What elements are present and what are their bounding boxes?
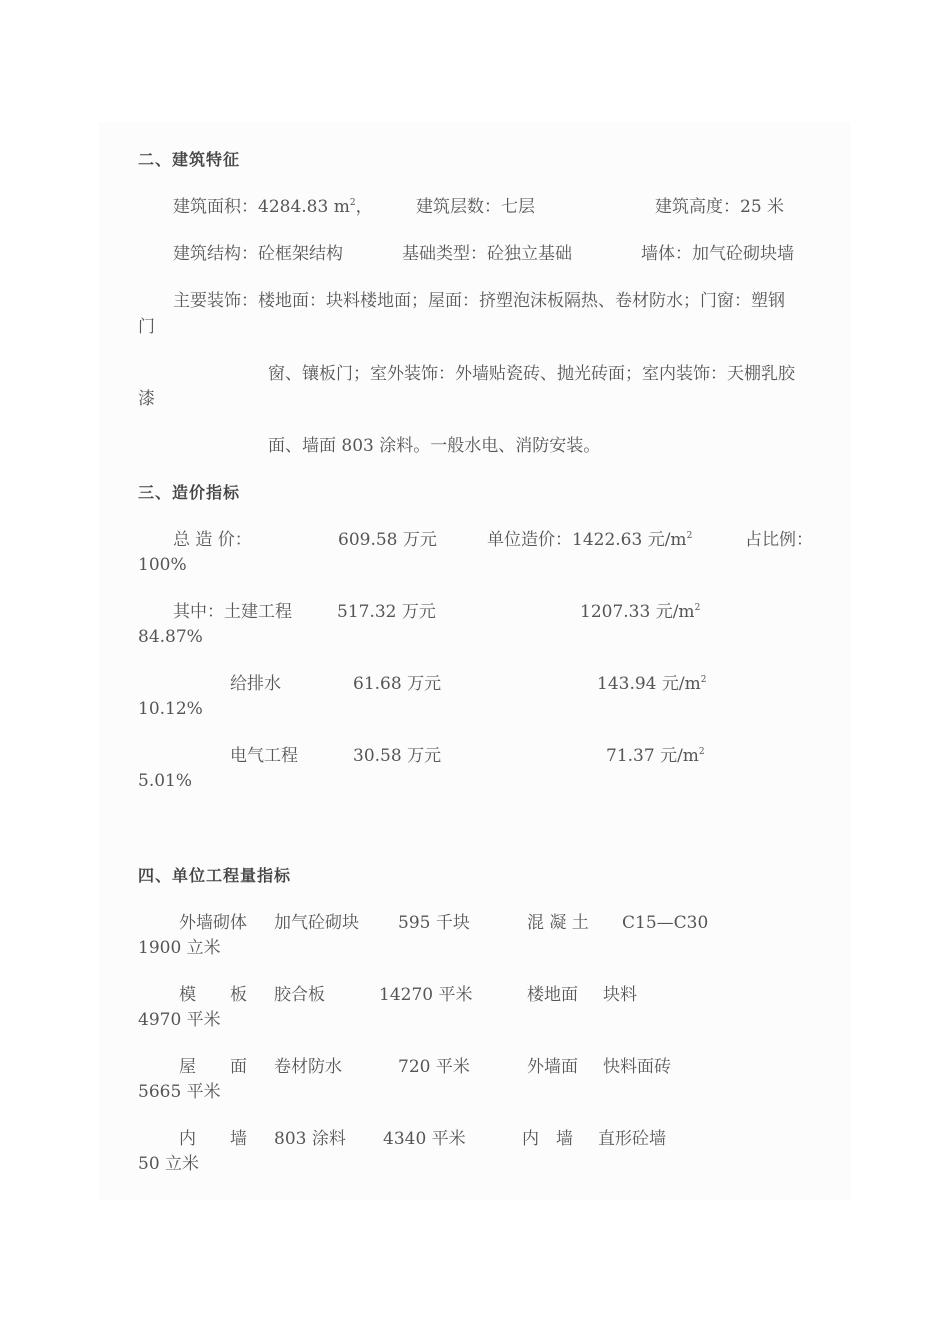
quantity-amount: 5665 平米: [138, 1082, 221, 1102]
wall-type: 墙体：加气砼砌块墙: [641, 244, 794, 264]
decoration-line-3: 面、墙面 803 涂料。一般水电、消防安装。: [268, 436, 601, 456]
building-structure: 建筑结构：砼框架结构: [173, 244, 343, 264]
section-title-cost-index: 三、造价指标: [138, 483, 241, 502]
cost-row-value: 30.58 万元: [353, 746, 442, 766]
quantity-item: 外墙面: [527, 1057, 578, 1077]
quantity-item: 内 墙: [179, 1129, 247, 1149]
quantity-item: 内 墙: [522, 1129, 573, 1149]
total-cost-value: 609.58 万元: [338, 530, 437, 550]
quantity-material: 胶合板: [274, 985, 325, 1005]
quantity-amount: 720 平米: [398, 1057, 470, 1077]
decoration-line-1: 主要装饰：楼地面：块料楼地面；屋面：挤塑泡沫板隔热、卷材防水；门窗：塑钢: [173, 291, 785, 311]
quantity-item: 外墙砌体: [179, 913, 247, 933]
unit-cost: 单位造价：1422.63 元$/m^2$: [487, 530, 693, 550]
cost-row-value: 61.68 万元: [353, 674, 442, 694]
quantity-material: C15—C30: [622, 913, 709, 933]
quantity-material: 直形砼墙: [598, 1129, 666, 1149]
cost-row-name: 给排水: [230, 674, 281, 694]
decoration-line-2-wrap: 漆: [138, 389, 155, 409]
cost-row-name: 其中：土建工程: [173, 602, 292, 622]
quantity-material: 803 涂料: [274, 1129, 346, 1149]
building-area: 建筑面积：4284.83 $m^2$，: [173, 197, 373, 217]
quantity-material: 加气砼砌块: [274, 913, 359, 933]
quantity-item: 屋 面: [179, 1057, 247, 1077]
cost-row-value: 517.32 万元: [337, 602, 436, 622]
total-cost-label: 总 造 价：: [173, 530, 252, 550]
quantity-amount: 50 立米: [138, 1154, 200, 1174]
cost-row-ratio: 10.12%: [138, 699, 203, 719]
cost-row-name: 电气工程: [230, 746, 298, 766]
quantity-material: 块料: [603, 985, 637, 1005]
quantity-material: 卷材防水: [274, 1057, 342, 1077]
decoration-line-2: 窗、镶板门；室外装饰：外墙贴瓷砖、抛光砖面；室内装饰：天棚乳胶: [268, 364, 795, 384]
decoration-line-1-wrap: 门: [138, 317, 155, 337]
ratio-label: 占比例：: [745, 530, 813, 550]
quantity-amount: 1900 立米: [138, 938, 221, 958]
total-ratio: 100%: [138, 555, 187, 575]
quantity-material: 快料面砖: [603, 1057, 671, 1077]
building-height: 建筑高度：25 米: [655, 197, 785, 217]
quantity-item: 楼地面: [527, 985, 578, 1005]
cost-row-unit: 1207.33 元$/m^2$: [580, 602, 701, 622]
building-floors: 建筑层数：七层: [416, 197, 535, 217]
cost-row-ratio: 84.87%: [138, 627, 203, 647]
section-title-quantity-index: 四、单位工程量指标: [138, 866, 292, 885]
quantity-item: 混 凝 土: [527, 913, 589, 933]
document-panel: [99, 122, 851, 1200]
foundation-type: 基础类型：砼独立基础: [402, 244, 572, 264]
quantity-amount: 595 千块: [398, 913, 470, 933]
quantity-item: 模 板: [179, 985, 247, 1005]
quantity-amount: 4340 平米: [383, 1129, 466, 1149]
cost-row-unit: 143.94 元$/m^2$: [597, 674, 707, 694]
quantity-amount: 4970 平米: [138, 1010, 221, 1030]
cost-row-ratio: 5.01%: [138, 771, 193, 791]
section-title-building-features: 二、建筑特征: [138, 150, 241, 169]
quantity-amount: 14270 平米: [379, 985, 473, 1005]
cost-row-unit: 71.37 元$/m^2$: [606, 746, 705, 766]
